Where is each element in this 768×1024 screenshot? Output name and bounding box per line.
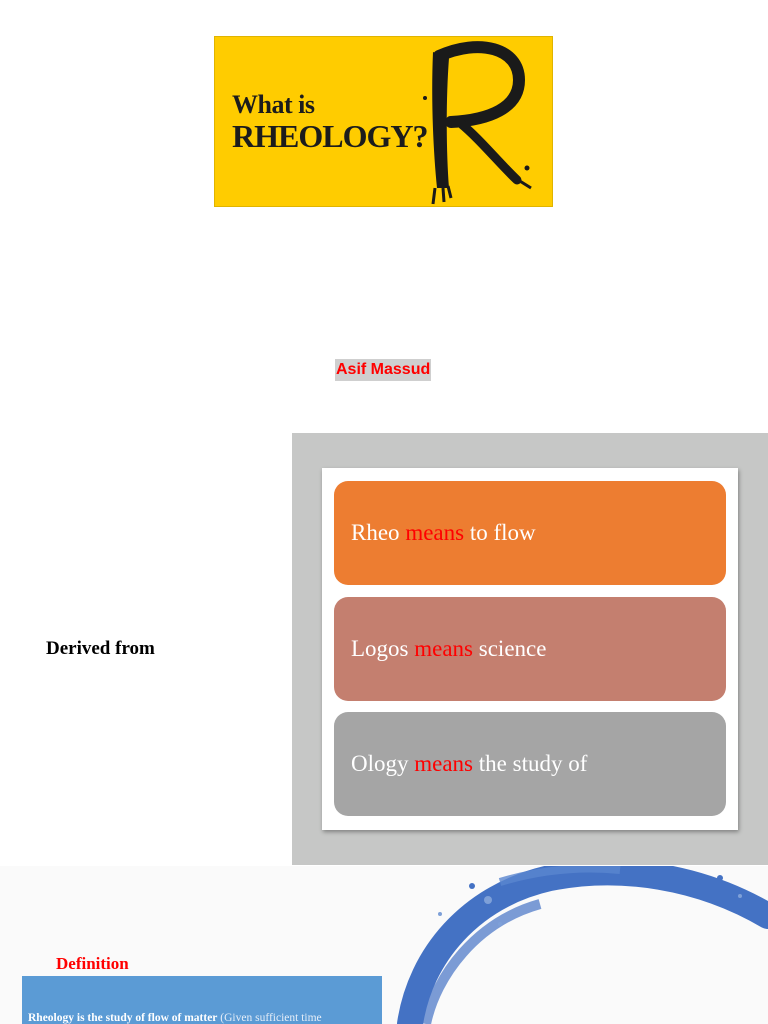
means-keyword: means [414, 751, 474, 776]
banner-line-1: What is [232, 90, 315, 119]
etymology-item-rheo [334, 481, 726, 585]
definition-slide [0, 866, 768, 1024]
brush-r-logo-icon [419, 38, 549, 206]
etymology-item-logos [334, 597, 726, 701]
etymology-meaning: to flow [469, 520, 536, 545]
etymology-item-ology [334, 712, 726, 816]
title-banner [214, 36, 553, 207]
etymology-card [322, 468, 738, 830]
blue-brush-circle-icon [380, 866, 768, 1024]
means-keyword: means [414, 636, 474, 661]
definition-rest: (Given sufficient time [217, 1012, 322, 1024]
definition-box [22, 976, 382, 1024]
means-keyword: means [405, 520, 465, 545]
etymology-word: Rheo [351, 520, 400, 545]
etymology-meaning: the study of [478, 751, 588, 776]
banner-line-2: RHEOLOGY? [232, 118, 428, 154]
etymology-word: Logos [351, 636, 409, 661]
etymology-word: Ology [351, 751, 409, 776]
derived-from-label: Derived from [46, 638, 155, 659]
definition-lead: Rheology is the study of flow of matter [28, 1012, 218, 1024]
banner-title [232, 92, 427, 152]
definition-title: Definition [56, 954, 129, 973]
author-name: Asif Massud [335, 359, 431, 381]
etymology-meaning: science [478, 636, 547, 661]
